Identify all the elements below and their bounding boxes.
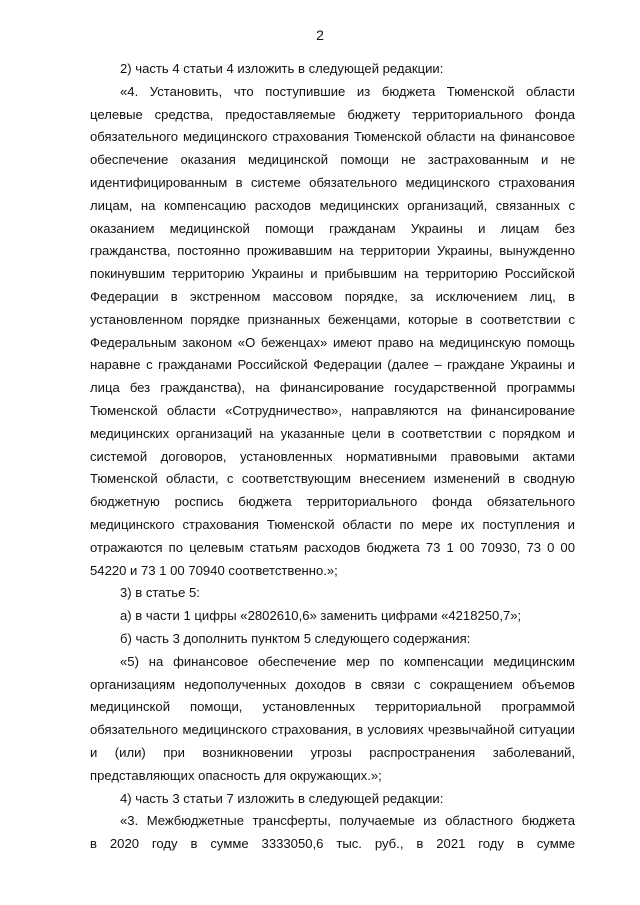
- paragraph-amendment-3a: а) в части 1 цифры «2802610,6» заменить цифрами «4218250,7»;: [120, 608, 522, 624]
- paragraph-amendment-3: 3) в статье 5:: [120, 585, 200, 601]
- text-line: в 2020 году в сумме 3333050,6 тыс. руб., в 2021 году в сумме: [90, 836, 575, 852]
- paragraph-item-5: «5) на финансовое обеспечение мер по компенсации медицинским организациям недополученных доходов в связи с сокращением объемов медицинской помощи, установленных территориальной программой обязательного медицинского страхования, в условиях чрезвычайной ситуации и (или) при возникновении угрозы распространения заболеваний, представляющих опасность для окружающих.»;: [90, 653, 575, 783]
- paragraph-amendment-2: 2) часть 4 статьи 4 изложить в следующей редакции:: [120, 61, 444, 76]
- paragraph-article-4-part-4: «4. Установить, что поступившие из бюджета Тюменской области целевые средства, предоставляемые бюджету территориального фонда обязательного медицинского страхования Тюменской области на финансовое обеспечение оказания медицинской помощи не застрахованным и не идентифицированным в системе обязательного медицинского страхования лицам, на компенсацию расходов медицинских организаций, связанных с оказанием медицинской помощи гражданам Украины и лицам без гражданства, постоянно проживавшим на территории Украины, вынужденно покинувшим территорию Украины и прибывшим на территорию Российской Федерации в экстренном массовом порядке, за исключением лиц, в установленном порядке признанных беженцами, которые в соответствии с Федеральным законом «О беженцах» имеют право на медицинскую помощь наравне с гражданами Российской Федерации (далее – граждане Украины и лица без гражданства), на финансирование государственной программы Тюменской области «Сотрудничество», направляются на финансирование медицинских организаций на указанные цели в соответствии с порядком и системой договоров, установленных нормативными правовыми актами Тюменской области, с соответствующим внесением изменений в сводную бюджетную роспись бюджета территориального фонда обязательного медицинского страхования Тюменской области по мере их поступления и отражаются по целевым статьям расходов бюджета 73 1 00 70930, 73 0 00 54220 и 73 1 00 70940 соответственно.»;: [90, 83, 575, 578]
- document-body: [90, 58, 575, 856]
- paragraph-amendment-4: 4) часть 3 статьи 7 изложить в следующей редакции:: [120, 790, 444, 806]
- text-line: «3. Межбюджетные трансферты, получаемые из областного бюджета: [120, 813, 575, 829]
- page-number: 2: [316, 27, 324, 43]
- paragraph-article-7-part-3: [90, 810, 575, 856]
- paragraph-amendment-3b: б) часть 3 дополнить пунктом 5 следующего содержания:: [120, 630, 471, 646]
